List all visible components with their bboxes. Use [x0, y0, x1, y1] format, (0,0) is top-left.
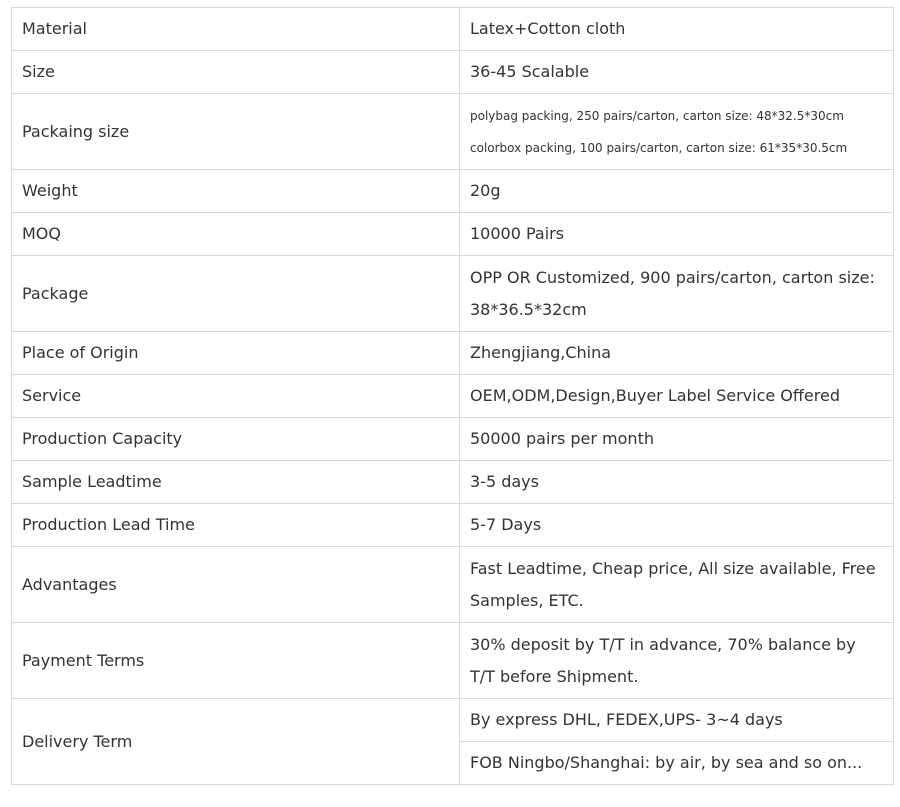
row-value: 36-45 Scalable	[460, 51, 894, 94]
row-value: OPP OR Customized, 900 pairs/carton, carton size: 38*36.5*32cm	[460, 256, 894, 332]
row-value: Fast Leadtime, Cheap price, All size available, Free Samples, ETC.	[460, 547, 894, 623]
table-row	[12, 461, 894, 504]
table-row	[12, 213, 894, 256]
table-row	[12, 332, 894, 375]
row-label: Service	[12, 375, 460, 418]
row-label: Production Lead Time	[12, 504, 460, 547]
row-label: Weight	[12, 170, 460, 213]
spec-table	[11, 7, 894, 785]
table-row	[12, 623, 894, 699]
row-label: Advantages	[12, 547, 460, 623]
row-label: Production Capacity	[12, 418, 460, 461]
table-row	[12, 699, 894, 742]
row-label: MOQ	[12, 213, 460, 256]
row-value: 3-5 days	[460, 461, 894, 504]
row-label: Package	[12, 256, 460, 332]
row-value: 20g	[460, 170, 894, 213]
table-row	[12, 170, 894, 213]
table-row	[12, 504, 894, 547]
row-label: Sample Leadtime	[12, 461, 460, 504]
row-label: Delivery Term	[12, 699, 460, 785]
table-row	[12, 94, 894, 170]
packing-line: colorbox packing, 100 pairs/carton, carton size: 61*35*30.5cm	[470, 140, 848, 155]
row-value: 5-7 Days	[460, 504, 894, 547]
row-label: Payment Terms	[12, 623, 460, 699]
row-label: Material	[12, 8, 460, 51]
row-value: Zhengjiang,China	[460, 332, 894, 375]
row-value: By express DHL, FEDEX,UPS- 3~4 days	[460, 699, 894, 742]
table-row	[12, 375, 894, 418]
row-value: FOB Ningbo/Shanghai: by air, by sea and so on...	[460, 742, 894, 785]
row-label: Packaing size	[12, 94, 460, 170]
table-row	[12, 8, 894, 51]
packing-line: polybag packing, 250 pairs/carton, carton size: 48*32.5*30cm	[470, 108, 844, 123]
row-label: Place of Origin	[12, 332, 460, 375]
row-value: OEM,ODM,Design,Buyer Label Service Offered	[460, 375, 894, 418]
table-row	[12, 547, 894, 623]
row-value	[460, 94, 894, 170]
table-row	[12, 256, 894, 332]
row-value: 10000 Pairs	[460, 213, 894, 256]
row-label: Size	[12, 51, 460, 94]
row-value: Latex+Cotton cloth	[460, 8, 894, 51]
row-value: 30% deposit by T/T in advance, 70% balance by T/T before Shipment.	[460, 623, 894, 699]
table-row	[12, 51, 894, 94]
table-row	[12, 418, 894, 461]
row-value: 50000 pairs per month	[460, 418, 894, 461]
